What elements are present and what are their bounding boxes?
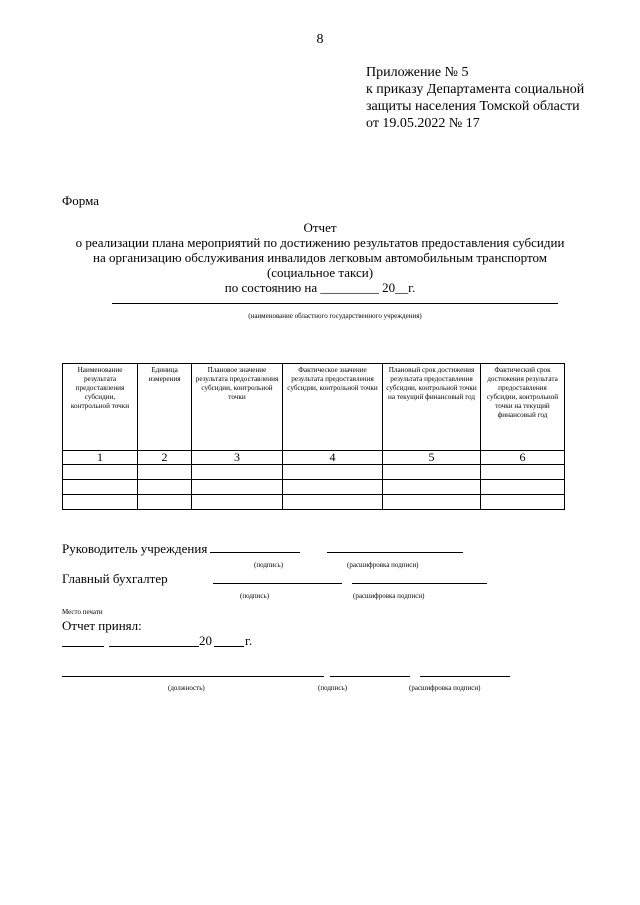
table-header-cell: Единица измерения — [138, 364, 192, 451]
column-number: 4 — [283, 451, 383, 465]
title-line: (социальное такси) — [266, 265, 374, 280]
table-header-cell: Плановый срок достижения результата предоставления субсидии, контрольной точки на текущий финансовый год — [383, 364, 481, 451]
table-cell[interactable] — [138, 465, 192, 480]
table-row — [63, 480, 565, 495]
org-name-caption: (наименование областного государственного учреждения) — [248, 312, 422, 320]
column-number: 5 — [383, 451, 481, 465]
appendix-header — [366, 64, 584, 132]
table-cell[interactable] — [63, 465, 138, 480]
stamp-place-label: Место печати — [62, 608, 103, 616]
org-name-line — [112, 303, 558, 304]
accountant-decode-caption: (расшифровка подписи) — [353, 592, 425, 600]
column-number: 1 — [63, 451, 138, 465]
accepted-signature-caption: (подпись) — [318, 684, 348, 692]
report-title — [60, 220, 580, 295]
table-header-cell: Плановое значение результата предоставления субсидии, контрольной точки — [192, 364, 283, 451]
date-day-line[interactable] — [62, 646, 104, 647]
date-month-line[interactable] — [109, 646, 199, 647]
date-year-prefix: 20 — [199, 633, 212, 648]
accepted-signature-line[interactable] — [330, 676, 410, 677]
position-caption: (должность) — [168, 684, 205, 692]
table-cell[interactable] — [192, 465, 283, 480]
table-cell[interactable] — [383, 465, 481, 480]
table-cell[interactable] — [481, 480, 565, 495]
table-cell[interactable] — [63, 495, 138, 510]
table-cell[interactable] — [192, 495, 283, 510]
appendix-line: от 19.05.2022 № 17 — [366, 116, 480, 131]
accepted-label: Отчет принял: — [62, 618, 142, 633]
title-line: о реализации плана мероприятий по достижению результатов предоставления субсидии — [75, 235, 565, 250]
appendix-line: Приложение № 5 — [366, 65, 469, 80]
table-cell[interactable] — [383, 495, 481, 510]
accountant-signature-line[interactable] — [213, 583, 342, 584]
column-number: 2 — [138, 451, 192, 465]
appendix-line: к приказу Департамента социальной — [366, 82, 585, 97]
page-number: 8 — [316, 32, 324, 47]
head-decode-caption: (расшифровка подписи) — [347, 561, 419, 569]
title-line: по состоянию на _________ 20__г. — [224, 280, 416, 295]
table-cell[interactable] — [283, 495, 383, 510]
table-row — [63, 495, 565, 510]
table-cell[interactable] — [283, 465, 383, 480]
accountant-decode-line[interactable] — [352, 583, 487, 584]
table-header-row — [63, 364, 565, 451]
form-label: Форма — [62, 193, 99, 208]
head-signature-caption: (подпись) — [254, 561, 284, 569]
date-year-line[interactable] — [214, 646, 244, 647]
title-line: на организацию обслуживания инвалидов легковым автомобильным транспортом — [93, 250, 547, 265]
table-cell[interactable] — [138, 480, 192, 495]
column-number: 3 — [192, 451, 283, 465]
table-cell[interactable] — [192, 480, 283, 495]
table-cell[interactable] — [63, 480, 138, 495]
accepted-decode-caption: (расшифровка подписи) — [409, 684, 481, 692]
date-year-suffix: г. — [245, 633, 253, 648]
head-decode-line[interactable] — [327, 552, 463, 553]
accountant-signature-caption: (подпись) — [240, 592, 270, 600]
report-table — [62, 363, 565, 510]
table-cell[interactable] — [481, 465, 565, 480]
title-line: Отчет — [303, 220, 337, 235]
table-number-row — [63, 451, 565, 465]
table-header-cell: Фактический срок достижения результата предоставления субсидии, контрольной точки на текущий финансовый год — [481, 364, 565, 451]
accepted-decode-line[interactable] — [420, 676, 510, 677]
table-header-cell: Фактическое значение результата предоставления субсидии, контрольной точки — [283, 364, 383, 451]
head-signature-line[interactable] — [210, 552, 300, 553]
table-cell[interactable] — [283, 480, 383, 495]
appendix-line: защиты населения Томской области — [366, 99, 580, 114]
column-number: 6 — [481, 451, 565, 465]
head-label: Руководитель учреждения — [62, 541, 208, 556]
table-row — [63, 465, 565, 480]
accountant-label: Главный бухгалтер — [62, 571, 168, 586]
table-cell[interactable] — [138, 495, 192, 510]
table-cell[interactable] — [481, 495, 565, 510]
table-cell[interactable] — [383, 480, 481, 495]
table-header-cell: Наименование результата предоставления субсидии, контрольной точки — [63, 364, 138, 451]
position-line[interactable] — [62, 676, 324, 677]
